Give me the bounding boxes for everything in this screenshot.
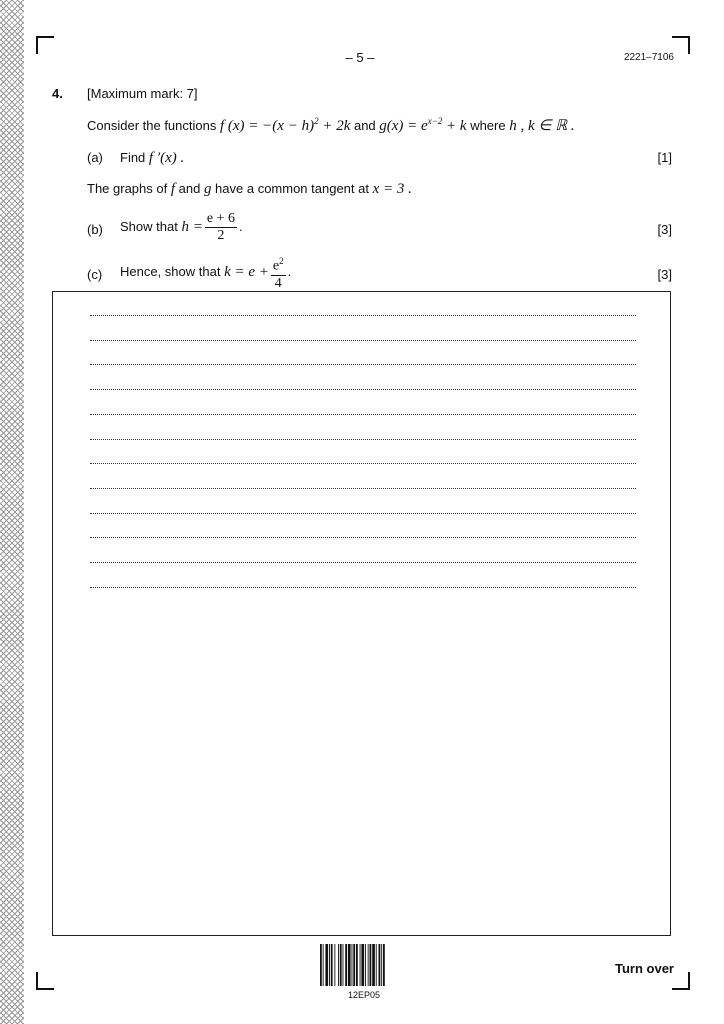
answer-line bbox=[90, 389, 636, 390]
answer-line bbox=[90, 537, 636, 538]
intro-lead: Consider the functions bbox=[87, 118, 217, 133]
answer-line bbox=[90, 562, 636, 563]
paper-code: 2221–7106 bbox=[623, 52, 674, 63]
maximum-mark: [Maximum mark: 7] bbox=[87, 86, 198, 101]
g-definition: $g(x) = e^{x-2} + k$ bbox=[379, 116, 467, 134]
answer-line bbox=[90, 488, 636, 489]
answer-line bbox=[90, 513, 636, 514]
f-prime-expression: f ′(x) . bbox=[148, 150, 185, 166]
part-b-text: Show that h = $\frac{e + 6}{2}$ . bbox=[120, 211, 243, 243]
barcode bbox=[320, 944, 408, 986]
part-c-marks: [3] bbox=[657, 267, 672, 282]
part-a-marks: [1] bbox=[657, 150, 672, 165]
where-condition: h , k ∈ ℝ . bbox=[509, 118, 575, 134]
answer-line bbox=[90, 414, 636, 415]
turn-over-label: Turn over bbox=[615, 961, 674, 976]
crop-mark-top-right bbox=[672, 36, 690, 54]
question-number: 4. bbox=[52, 86, 63, 101]
question-intro bbox=[87, 116, 575, 135]
crop-mark-bottom-right bbox=[672, 972, 690, 990]
answer-line bbox=[90, 439, 636, 440]
answer-line bbox=[90, 587, 636, 588]
part-c-label: (c) bbox=[87, 267, 103, 282]
common-tangent-statement: The graphs of f and g have a common tangent at x = 3 . bbox=[87, 181, 412, 197]
part-a-text: Find f ′(x) . bbox=[120, 150, 185, 166]
part-c-text: Hence, show that k = e + $\frac{e^2}{4}$ . bbox=[120, 253, 291, 292]
answer-line bbox=[90, 463, 636, 464]
h-fraction: $\frac{e + 6}{2}$ bbox=[206, 211, 235, 243]
part-b-marks: [3] bbox=[657, 222, 672, 237]
f-definition: f $(x) = -(x - h)^2 + 2k$ bbox=[219, 116, 351, 134]
answer-line bbox=[90, 315, 636, 316]
part-a-label: (a) bbox=[87, 150, 103, 165]
binding-margin-pattern bbox=[0, 0, 24, 1024]
answer-line bbox=[90, 340, 636, 341]
crop-mark-top-left bbox=[36, 36, 54, 54]
part-b-label: (b) bbox=[87, 222, 103, 237]
barcode-label: 12EP05 bbox=[347, 990, 381, 1000]
answer-box[interactable] bbox=[52, 291, 671, 936]
page-number: – 5 – bbox=[345, 50, 375, 65]
crop-mark-bottom-left bbox=[36, 972, 54, 990]
intro-where: where bbox=[466, 118, 510, 133]
answer-line bbox=[90, 364, 636, 365]
k-fraction: $\frac{e^2}{4}$ bbox=[271, 253, 286, 292]
tangent-point: x = 3 . bbox=[372, 181, 412, 197]
intro-and: and bbox=[350, 118, 380, 133]
